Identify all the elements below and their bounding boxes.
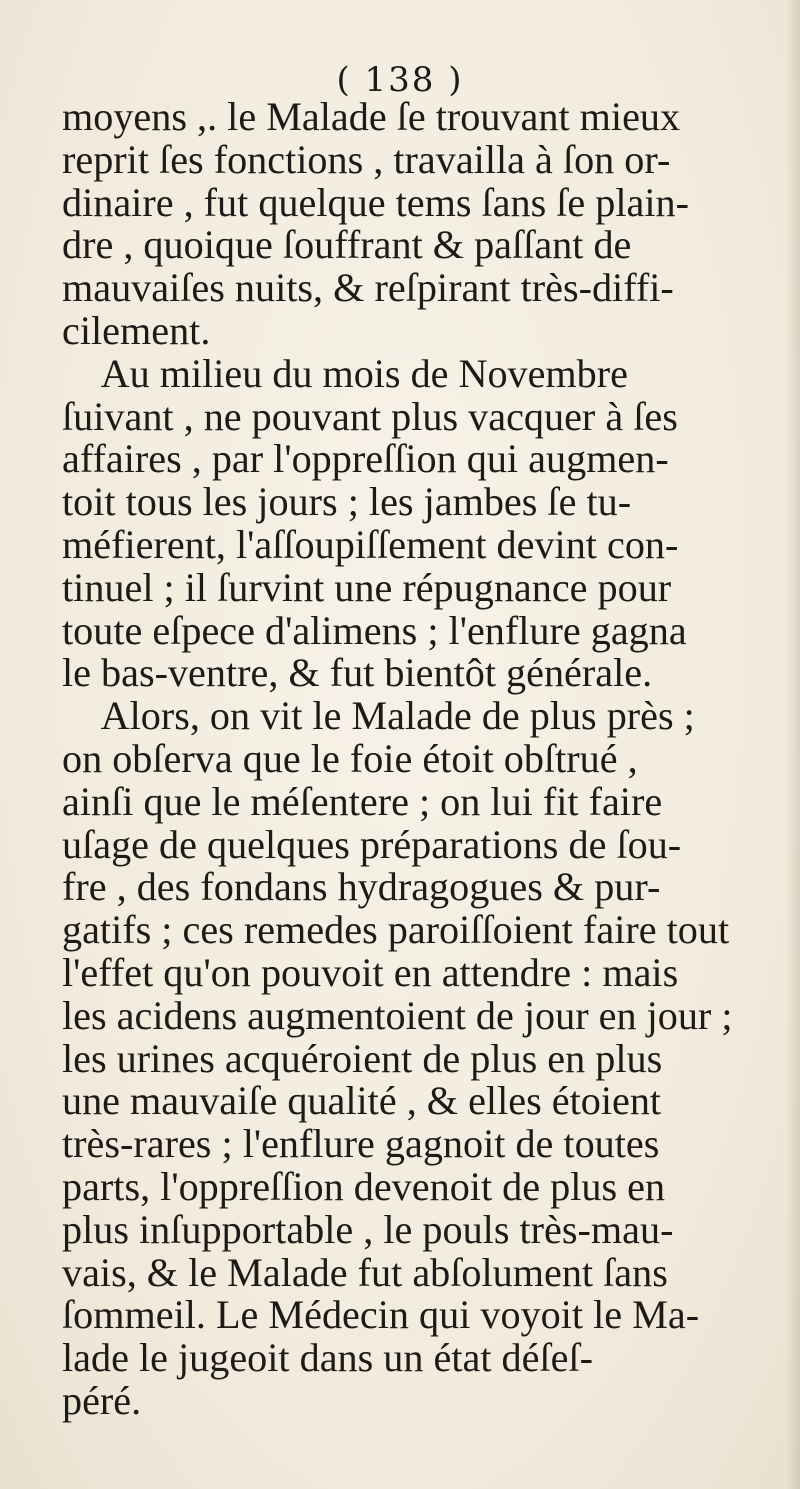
text-line: très-rares ; l'enflure gagnoit de toutes <box>62 1121 660 1167</box>
text-line: péré. <box>62 1377 142 1423</box>
text-line: moyens ,. le Malade ſe trouvant mieux <box>62 94 681 139</box>
text-line: reprit ſes fonctions , travailla à ſon or- <box>62 136 671 182</box>
text-line: vais, & le Malade fut abſolument ſans <box>62 1249 668 1295</box>
text-line: le bas-ventre, & fut bientôt générale. <box>62 650 653 696</box>
text-line: méfierent, l'aſſoupiſſement devint con- <box>62 521 679 567</box>
text-line: l'effet qu'on pouvoit en attendre : mais <box>62 949 679 995</box>
text-line: lade le jugeoit dans un état déſeſ- <box>62 1335 594 1381</box>
text-line: uſage de quelques préparations de ſou- <box>62 821 682 867</box>
text-line: tinuel ; il ſurvint une répugnance pour <box>62 564 672 610</box>
text-line: gatifs ; ces remedes paroiſſoient faire tout <box>62 907 730 953</box>
text-line: fre , des fondans hydragogues & pur- <box>62 864 661 910</box>
text-line: affaires , par l'oppreſſion qui augmen- <box>62 436 669 482</box>
text-line: parts, l'oppreſſion devenoit de plus en <box>62 1163 666 1209</box>
text-line: les acidens augmentoient de jour en jour ; <box>62 992 733 1038</box>
paragraph-start-line: Alors, on vit le Malade de plus près ; <box>100 693 695 739</box>
text-line: plus inſupportable , le pouls très-mau- <box>62 1206 674 1252</box>
text-line: on obſerva que le foie étoit obſtrué , <box>62 735 638 781</box>
page-number: ( 138 ) <box>336 60 464 100</box>
text-line: une mauvaiſe qualité , & elles étoient <box>62 1078 662 1124</box>
text-line: cilement. <box>62 307 211 353</box>
text-line: toute eſpece d'alimens ; l'enflure gagna <box>62 607 687 653</box>
text-line: ainſi que le méſentere ; on lui fit faire <box>62 778 663 824</box>
text-line: dre , quoique ſouffrant & paſſant de <box>62 222 632 268</box>
paragraph-start-line: Au milieu du mois de Novembre <box>100 350 628 396</box>
text-line: les urines acquéroient de plus en plus <box>62 1035 663 1081</box>
body-text <box>62 96 798 1423</box>
text-line: mauvaiſes nuits, & reſpirant très-diffi- <box>62 265 674 311</box>
text-line: toit tous les jours ; les jambes ſe tu- <box>62 479 632 525</box>
text-line: ſuivant , ne pouvant plus vacquer à ſes <box>62 393 678 439</box>
text-line: ſommeil. Le Médecin qui voyoit le Ma- <box>62 1292 700 1338</box>
text-line: dinaire , fut quelque tems ſans ſe plain- <box>62 179 690 225</box>
